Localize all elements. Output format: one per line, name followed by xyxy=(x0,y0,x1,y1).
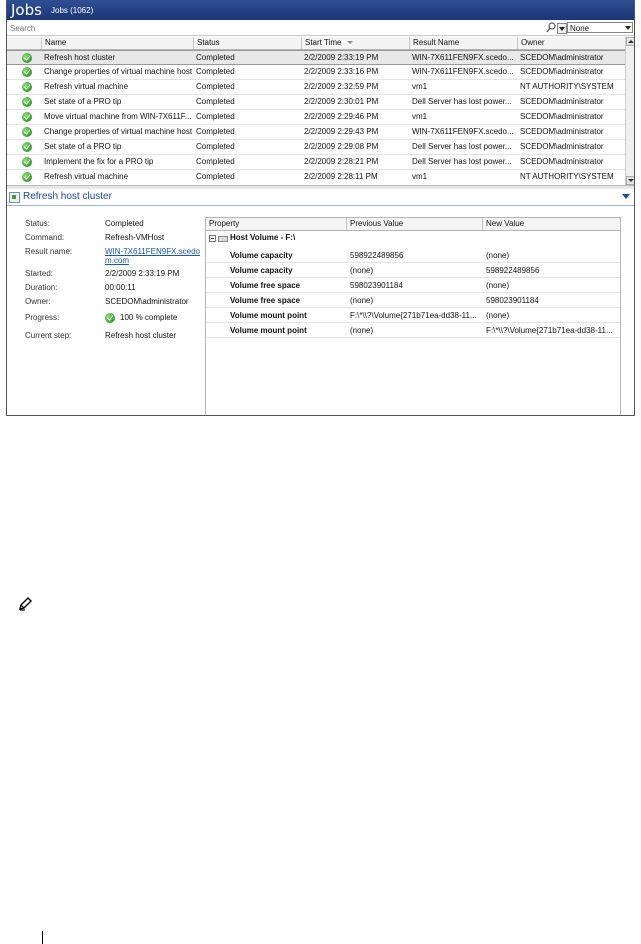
cell-name: Change properties of virtual machine host xyxy=(44,67,193,76)
cell-result: vm1 xyxy=(412,82,428,91)
grid-header xyxy=(7,37,625,50)
cell-result: Dell Server has lost power... xyxy=(412,142,512,151)
title-bar xyxy=(7,0,634,20)
cell-start: 2/2/2009 2:28:11 PM xyxy=(304,172,378,181)
cell-start: 2/2/2009 2:28:21 PM xyxy=(304,157,379,166)
job-details-icon xyxy=(9,192,20,203)
jobs-grid xyxy=(7,37,625,183)
cell-status: Completed xyxy=(196,112,235,121)
cell-property: Volume free space xyxy=(230,281,301,290)
change-row[interactable] xyxy=(206,323,620,338)
cell-result: WIN-7X611FEN9FX.scedo... xyxy=(412,127,514,136)
cell-name: Change properties of virtual machine host xyxy=(44,127,193,136)
prop-current-step: Current step: Refresh host cluster xyxy=(25,331,177,340)
cell-property: Volume mount point xyxy=(230,311,307,320)
cell-result: Dell Server has lost power... xyxy=(412,157,512,166)
table-row[interactable] xyxy=(7,170,625,183)
grid-scrollbar[interactable] xyxy=(625,37,635,185)
change-row[interactable] xyxy=(206,278,620,293)
table-row[interactable] xyxy=(7,155,625,170)
disk-icon xyxy=(218,236,228,242)
cell-previous: (none) xyxy=(350,326,374,335)
cell-name: Refresh host cluster xyxy=(44,53,116,62)
cell-owner: SCEDOM\administrator xyxy=(520,142,604,151)
cell-previous: (none) xyxy=(350,296,374,305)
cell-status: Completed xyxy=(196,82,235,91)
column-header-previous-value[interactable]: Previous Value xyxy=(346,218,482,230)
filter-select-value: None xyxy=(570,24,590,33)
cell-status: Completed xyxy=(196,67,235,76)
column-header-start-time[interactable]: Start Time xyxy=(301,37,409,49)
check-circle-icon xyxy=(22,53,32,63)
cell-result: Dell Server has lost power... xyxy=(412,97,512,106)
cell-name: Implement the fix for a PRO tip xyxy=(44,157,154,166)
table-row[interactable] xyxy=(7,50,625,65)
cell-status: Completed xyxy=(196,53,235,62)
cell-name: Move virtual machine from WIN-7X611F... xyxy=(44,112,192,121)
cell-new: F:\*\\?\Volume{271b71ea-dd38-11... xyxy=(486,326,613,335)
prop-duration: Duration: 00:00:11 xyxy=(25,283,136,292)
search-options-dropdown[interactable] xyxy=(557,23,567,34)
cell-name: Refresh virtual machine xyxy=(44,82,129,91)
cell-new: 598023901184 xyxy=(486,296,539,305)
prop-status: Status: Completed xyxy=(25,219,144,228)
check-circle-icon xyxy=(22,127,32,137)
change-row[interactable] xyxy=(206,263,620,278)
cell-previous: 598023901184 xyxy=(350,281,403,290)
check-circle-icon xyxy=(22,142,32,152)
note-pencil-icon xyxy=(18,597,32,611)
cell-status: Completed xyxy=(196,97,235,106)
search-input[interactable] xyxy=(9,22,512,36)
group-label: Host Volume - F:\ xyxy=(230,233,296,242)
cell-result: WIN-7X611FEN9FX.scedo... xyxy=(412,53,514,62)
jobs-count: Jobs (1062) xyxy=(51,6,94,15)
change-table xyxy=(205,217,621,415)
chevron-down-icon xyxy=(559,27,565,31)
cell-start: 2/2/2009 2:30:01 PM xyxy=(304,97,379,106)
cell-status: Completed xyxy=(196,142,235,151)
search-icon[interactable] xyxy=(546,22,556,33)
cell-status: Completed xyxy=(196,157,235,166)
page-margin-rule xyxy=(42,931,43,944)
cell-property: Volume capacity xyxy=(230,266,293,275)
progress-text: 100 % complete xyxy=(120,313,178,322)
table-row[interactable] xyxy=(7,125,625,140)
table-row[interactable] xyxy=(7,95,625,110)
cell-status: Completed xyxy=(196,127,235,136)
scroll-up-icon[interactable] xyxy=(626,37,635,46)
cell-new: (none) xyxy=(486,281,510,290)
check-circle-icon xyxy=(22,157,32,167)
check-circle-icon xyxy=(22,67,32,77)
cell-new: (none) xyxy=(486,311,510,320)
cell-name: Set state of a PRO tip xyxy=(44,142,122,151)
cell-owner: SCEDOM\administrator xyxy=(520,112,604,121)
cell-previous: (none) xyxy=(350,266,374,275)
search-bar xyxy=(7,21,634,36)
cell-start: 2/2/2009 2:33:19 PM xyxy=(304,53,379,62)
cell-start: 2/2/2009 2:32:59 PM xyxy=(304,82,379,91)
details-title: Refresh host cluster xyxy=(23,191,112,202)
cell-new: 598922489856 xyxy=(486,266,540,275)
group-host-volume[interactable] xyxy=(206,232,620,246)
cell-start: 2/2/2009 2:33:16 PM xyxy=(304,67,379,76)
cell-start: 2/2/2009 2:29:43 PM xyxy=(304,127,379,136)
check-circle-icon xyxy=(22,82,32,92)
table-row[interactable] xyxy=(7,110,625,125)
column-header-new-value[interactable]: New Value xyxy=(482,218,622,230)
table-row[interactable] xyxy=(7,65,625,80)
check-circle-icon xyxy=(22,172,32,182)
collapse-toggle-icon[interactable] xyxy=(209,235,216,242)
change-row[interactable] xyxy=(206,248,620,263)
prop-result-name: Result name: WIN-7X611FEN9FX.scedo m.com xyxy=(25,247,205,269)
jobs-window xyxy=(6,0,635,416)
cell-property: Volume free space xyxy=(230,296,301,305)
column-header-status[interactable]: Status xyxy=(193,37,301,49)
cell-owner: SCEDOM\administrator xyxy=(520,67,604,76)
cell-owner: NT AUTHORITY\SYSTEM xyxy=(520,82,614,91)
prop-started: Started: 2/2/2009 2:33:19 PM xyxy=(25,269,180,278)
cell-previous: F:\*\\?\Volume{271b71ea-dd38-11... xyxy=(350,311,477,320)
cell-result: vm1 xyxy=(412,172,428,181)
prop-command: Command: Refresh-VMHost xyxy=(25,233,165,242)
cell-result: vm1 xyxy=(412,112,428,121)
prop-owner: Owner: SCEDOM\administrator xyxy=(25,297,189,306)
cell-owner: SCEDOM\administrator xyxy=(520,157,604,166)
check-circle-icon xyxy=(22,112,32,122)
cell-owner: SCEDOM\administrator xyxy=(520,53,604,62)
chevron-down-icon xyxy=(625,26,631,30)
change-row[interactable] xyxy=(206,308,620,323)
cell-name: Set state of a PRO tip xyxy=(44,97,122,106)
column-header-owner[interactable]: Owner xyxy=(517,37,625,49)
check-circle-icon xyxy=(105,313,115,323)
cell-property: Volume mount point xyxy=(230,326,307,335)
cell-new: (none) xyxy=(486,251,510,260)
table-row[interactable] xyxy=(7,140,625,155)
column-header-icon[interactable] xyxy=(7,37,41,49)
cell-start: 2/2/2009 2:29:46 PM xyxy=(304,112,379,121)
column-header-property[interactable]: Property xyxy=(209,219,240,228)
check-circle-icon xyxy=(22,97,32,107)
table-row[interactable] xyxy=(7,80,625,95)
filter-select[interactable] xyxy=(567,22,633,33)
column-header-result-name[interactable]: Result Name xyxy=(409,37,517,49)
cell-owner: SCEDOM\administrator xyxy=(520,127,604,136)
column-header-name[interactable]: Name xyxy=(41,37,193,49)
result-name-link[interactable]: WIN-7X611FEN9FX.scedo m.com xyxy=(105,247,200,265)
scroll-down-icon[interactable] xyxy=(626,176,635,185)
cell-result: WIN-7X611FEN9FX.scedo... xyxy=(412,67,514,76)
cell-start: 2/2/2009 2:29:08 PM xyxy=(304,142,379,151)
cell-owner: SCEDOM\administrator xyxy=(520,97,604,106)
cell-owner: NT AUTHORITY\SYSTEM xyxy=(520,172,614,181)
collapse-chevron-icon[interactable] xyxy=(622,194,630,199)
window-title: Jobs xyxy=(11,1,42,19)
change-table-header xyxy=(206,218,620,231)
cell-previous: 598922489856 xyxy=(350,251,404,260)
cell-property: Volume capacity xyxy=(230,251,293,260)
details-header[interactable] xyxy=(7,189,634,206)
cell-name: Refresh virtual machine xyxy=(44,172,129,181)
change-row[interactable] xyxy=(206,293,620,308)
prop-progress: Progress: 100 % complete xyxy=(25,313,205,325)
sort-descending-icon xyxy=(347,41,353,44)
cell-status: Completed xyxy=(196,172,235,181)
